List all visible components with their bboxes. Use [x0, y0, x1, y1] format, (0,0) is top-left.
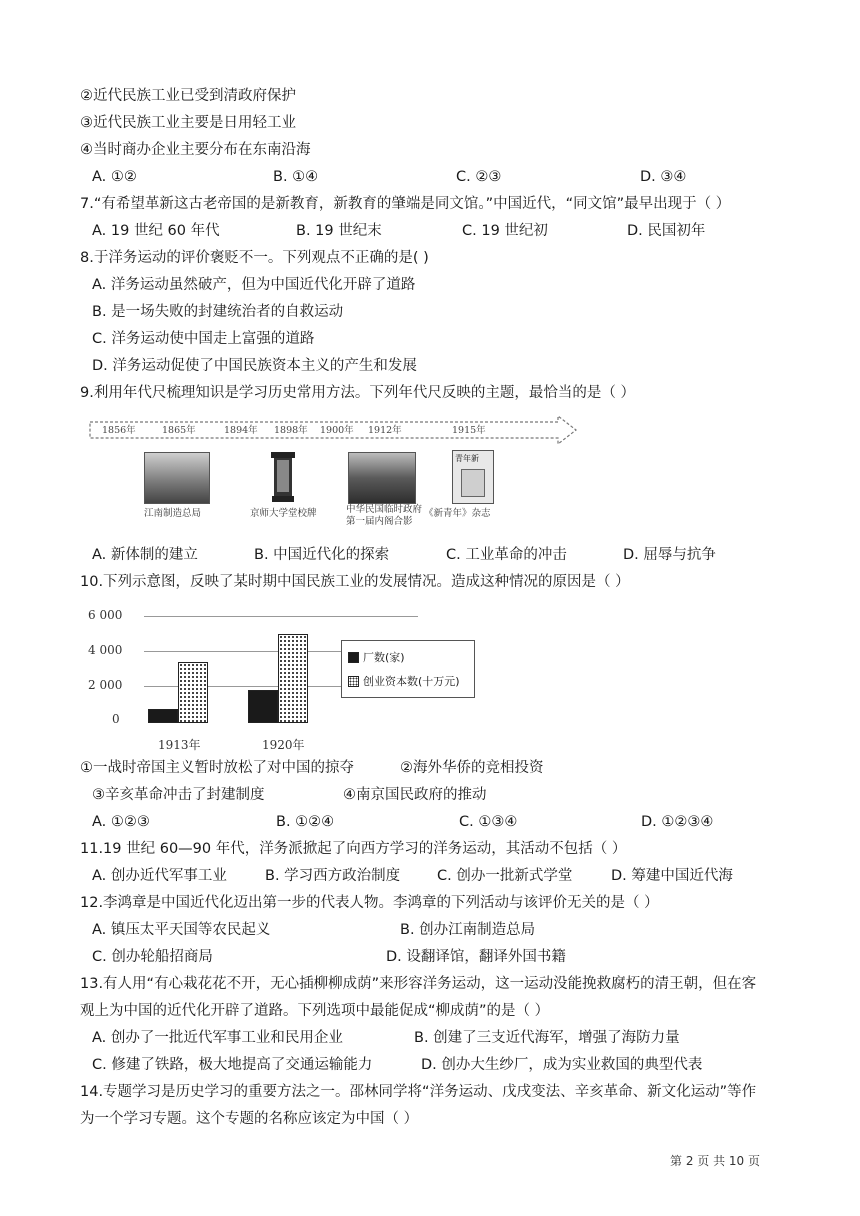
- q13-option-a: A. 创办了一批近代军事工业和民用企业: [92, 1030, 343, 1046]
- q12-option-b: B. 创办江南制造总局: [400, 922, 536, 938]
- q7-option-d: D. 民国初年: [627, 223, 706, 239]
- legend-capital-label: 创业资本数(十万元): [363, 675, 460, 688]
- q14-stem-line-1: 14.专题学习是历史学习的重要方法之一。邵林同学将“洋务运动、戊戌变法、辛亥革命、新文化运动”等作: [80, 1084, 757, 1100]
- q9-option-a: A. 新体制的建立: [92, 547, 198, 563]
- y-tick-4000: 4 000: [88, 643, 123, 657]
- x-label-1913: 1913年: [158, 738, 201, 752]
- q13-option-c: C. 修建了铁路，极大地提高了交通运输能力: [92, 1057, 373, 1073]
- q10-option-b: B. ①②④: [276, 814, 335, 830]
- q8-option-c: C. 洋务运动使中国走上富强的道路: [92, 331, 315, 347]
- imperial-university-plaque-photo: [266, 452, 300, 504]
- timeline-year-1900: 1900年: [320, 425, 354, 436]
- q11-option-b: B. 学习西方政治制度: [265, 868, 401, 884]
- bar-1913-capital: [178, 662, 208, 724]
- bar-1920-capital: [278, 634, 308, 724]
- legend-dotted-swatch: [348, 676, 359, 687]
- q10-statement-3: ③辛亥革命冲击了封建制度: [92, 787, 265, 803]
- timeline-year-1856: 1856年: [102, 425, 136, 436]
- y-tick-2000: 2 000: [88, 678, 123, 692]
- caption-imperial-university: 京师大学堂校牌: [250, 508, 317, 519]
- q13-stem-line-2: 观上为中国的近代化开辟了道路。下列选项中最能促成“柳成荫”的是（ ）: [80, 1003, 550, 1019]
- q9-stem: 9.利用年代尺梳理知识是学习历史常用方法。下列年代尺反映的主题，最恰当的是（ ）: [80, 385, 635, 401]
- gridline-6000: [144, 616, 418, 617]
- q10-option-a: A. ①②③: [92, 814, 150, 830]
- provisional-cabinet-photo: [348, 452, 416, 504]
- q13-option-d: D. 创办大生纱厂，成为实业救国的典型代表: [421, 1057, 703, 1073]
- timeline-figure: [88, 412, 580, 540]
- timeline-year-1898: 1898年: [274, 425, 308, 436]
- q11-option-a: A. 创办近代军事工业: [92, 868, 227, 884]
- statement-4: ④当时商办企业主要分布在东南沿海: [80, 142, 311, 158]
- q10-option-d: D. ①②③④: [641, 814, 714, 830]
- caption-first-cabinet: 第一届内阁合影: [346, 516, 413, 527]
- new-youth-magazine-photo: [452, 450, 494, 504]
- q12-option-c: C. 创办轮船招商局: [92, 949, 213, 965]
- industry-bar-chart: [84, 598, 504, 758]
- legend-capital: [348, 673, 460, 689]
- q12-option-a: A. 镇压太平天国等农民起义: [92, 922, 271, 938]
- q8-option-b: B. 是一场失败的封建统治者的自救运动: [92, 304, 344, 320]
- statement-3: ③近代民族工业主要是日用轻工业: [80, 115, 296, 131]
- q13-option-b: B. 创建了三支近代海军，增强了海防力量: [414, 1030, 680, 1046]
- q13-stem-line-1: 13.有人用“有心栽花花不开，无心插柳柳成荫”来形容洋务运动，这一运动没能挽救腐朽的清王朝，但在客: [80, 976, 757, 992]
- q10-option-c: C. ①③④: [459, 814, 518, 830]
- q10-stem: 10.下列示意图，反映了某时期中国民族工业的发展情况。造成这种情况的原因是（ ）: [80, 574, 630, 590]
- jiangnan-arsenal-photo: [144, 452, 210, 504]
- q11-stem: 11.19 世纪 60—90 年代，洋务派掀起了向西方学习的洋务运动，其活动不包括（ ）: [80, 841, 627, 857]
- q7-stem: 7.“有希望革新这古老帝国的是新教育，新教育的肇端是同文馆。”中国近代，“同文馆”最早出现于（ ）: [80, 196, 731, 212]
- caption-new-youth: 《新青年》杂志: [424, 508, 491, 519]
- q9-option-b: B. 中国近代化的探索: [254, 547, 390, 563]
- q6-option-a: A. ①②: [92, 169, 137, 185]
- q7-option-c: C. 19 世纪初: [462, 223, 548, 239]
- x-label-1920: 1920年: [262, 738, 305, 752]
- bar-1920-factories: [248, 690, 278, 723]
- q6-option-d: D. ③④: [640, 169, 687, 185]
- q12-option-d: D. 设翻译馆，翻译外国书籍: [386, 949, 566, 965]
- chart-legend: [341, 640, 475, 698]
- q8-stem: 8.于洋务运动的评价褒贬不一。下列观点不正确的是( ): [80, 250, 429, 266]
- q12-stem: 12.李鸿章是中国近代化迈出第一步的代表人物。李鸿章的下列活动与该评价无关的是（ ）: [80, 895, 659, 911]
- q14-stem-line-2: 为一个学习专题。这个专题的名称应该定为中国（ ）: [80, 1111, 419, 1127]
- timeline-year-1894: 1894年: [224, 425, 258, 436]
- q6-option-c: C. ②③: [456, 169, 502, 185]
- y-tick-0: 0: [112, 712, 120, 726]
- magazine-title: 青年新: [455, 454, 479, 463]
- legend-solid-swatch: [348, 652, 359, 663]
- bar-1913-factories: [148, 709, 178, 723]
- q10-statement-4: ④南京国民政府的推动: [343, 787, 487, 803]
- q9-option-d: D. 屈辱与抗争: [623, 547, 716, 563]
- q9-option-c: C. 工业革命的冲击: [446, 547, 567, 563]
- q11-option-c: C. 创办一批新式学堂: [437, 868, 573, 884]
- timeline-year-1865: 1865年: [162, 425, 196, 436]
- q11-option-d: D. 筹建中国近代海: [611, 868, 733, 884]
- q7-option-a: A. 19 世纪 60 年代: [92, 223, 220, 239]
- q10-statement-2: ②海外华侨的竞相投资: [400, 760, 544, 776]
- page-footer: 第 2 页 共 10 页: [670, 1154, 760, 1168]
- legend-factories-label: 厂数(家): [363, 651, 405, 664]
- q10-statement-1: ①一战时帝国主义暂时放松了对中国的掠夺: [80, 760, 354, 776]
- timeline-year-1915: 1915年: [452, 425, 486, 436]
- q6-option-b: B. ①④: [273, 169, 319, 185]
- statement-2: ②近代民族工业已受到清政府保护: [80, 88, 296, 104]
- legend-factories: [348, 649, 405, 665]
- q7-option-b: B. 19 世纪末: [296, 223, 382, 239]
- caption-provisional-government: 中华民国临时政府: [346, 504, 423, 515]
- y-tick-6000: 6 000: [88, 608, 123, 622]
- timeline-year-1912: 1912年: [368, 425, 402, 436]
- q8-option-a: A. 洋务运动虽然破产，但为中国近代化开辟了道路: [92, 277, 416, 293]
- q8-option-d: D. 洋务运动促使了中国民族资本主义的产生和发展: [92, 358, 417, 374]
- caption-jiangnan-arsenal: 江南制造总局: [144, 508, 202, 519]
